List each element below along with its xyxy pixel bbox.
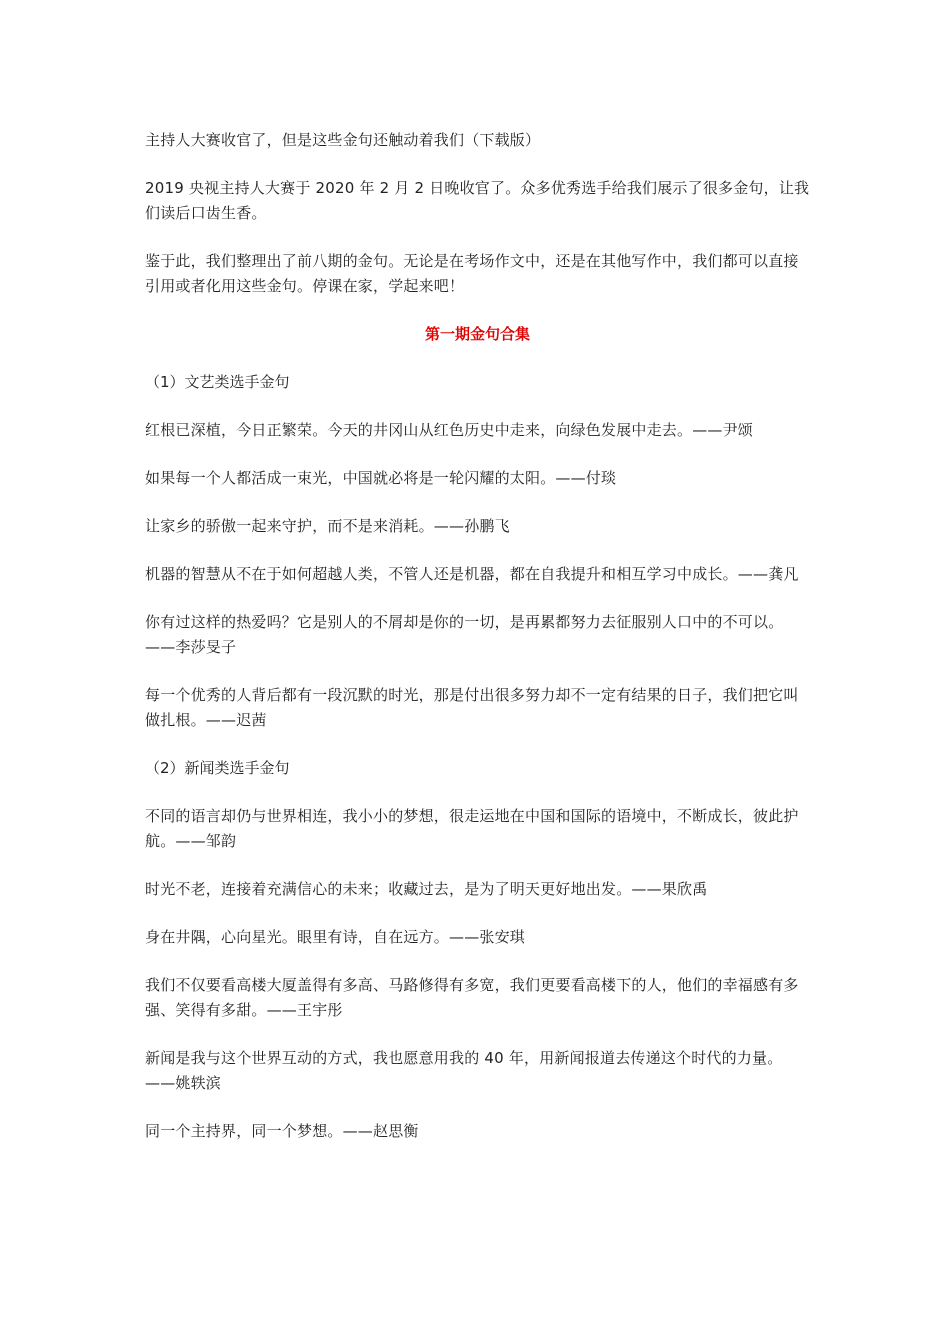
document-title-line: 主持人大赛收官了，但是这些金句还触动着我们（下载版） (145, 131, 541, 149)
quote-item: 时光不老，连接着充满信心的未来；收藏过去，是为了明天更好地出发。——果欣禹 (145, 880, 708, 898)
quote-item: 不同的语言却仍与世界相连，我小小的梦想，很走运地在中国和国际的语境中，不断成长，彼此护航。——邹韵 (145, 807, 799, 850)
quote-item: 让家乡的骄傲一起来守护，而不是来消耗。——孙鹏飞 (145, 517, 510, 535)
quote-item: 你有过这样的热爱吗？它是别人的不屑却是你的一切，是再累都努力去征服别人口中的不可以。——李莎旻子 (145, 613, 784, 656)
category-heading-news: （2）新闻类选手金句 (145, 759, 290, 777)
quote-item: 新闻是我与这个世界互动的方式，我也愿意用我的 40 年，用新闻报道去传递这个时代的力量。——姚轶滨 (145, 1049, 783, 1092)
quote-item: 我们不仅要看高楼大厦盖得有多高、马路修得有多宽，我们更要看高楼下的人，他们的幸福感有多强、笑得有多甜。——王宇彤 (145, 976, 799, 1019)
quote-item: 红根已深植，今日正繁荣。今天的井冈山从红色历史中走来，向绿色发展中走去。——尹颂 (145, 421, 754, 439)
quote-item: 身在井隅，心向星光。眼里有诗，自在远方。——张安琪 (145, 928, 526, 946)
quote-item: 机器的智慧从不在于如何超越人类，不管人还是机器，都在自我提升和相互学习中成长。——龚凡 (145, 565, 799, 583)
document-page (145, 128, 810, 1167)
quote-item: 每一个优秀的人背后都有一段沉默的时光，那是付出很多努力却不一定有结果的日子，我们把它叫做扎根。——迟茜 (145, 686, 799, 729)
quote-item: 如果每一个人都活成一束光，中国就必将是一轮闪耀的太阳。——付琰 (145, 469, 617, 487)
intro-paragraph: 2019 央视主持人大赛于 2020 年 2 月 2 日晚收官了。众多优秀选手给我们展示了很多金句，让我们读后口齿生香。 (145, 179, 810, 222)
section-heading: 第一期金句合集 (424, 325, 530, 343)
quote-item: 同一个主持界，同一个梦想。——赵思衡 (145, 1122, 419, 1140)
category-heading-arts: （1）文艺类选手金句 (145, 373, 290, 391)
intro-paragraph-2: 鉴于此，我们整理出了前八期的金句。无论是在考场作文中，还是在其他写作中，我们都可以直接引用或者化用这些金句。停课在家，学起来吧！ (145, 252, 799, 295)
